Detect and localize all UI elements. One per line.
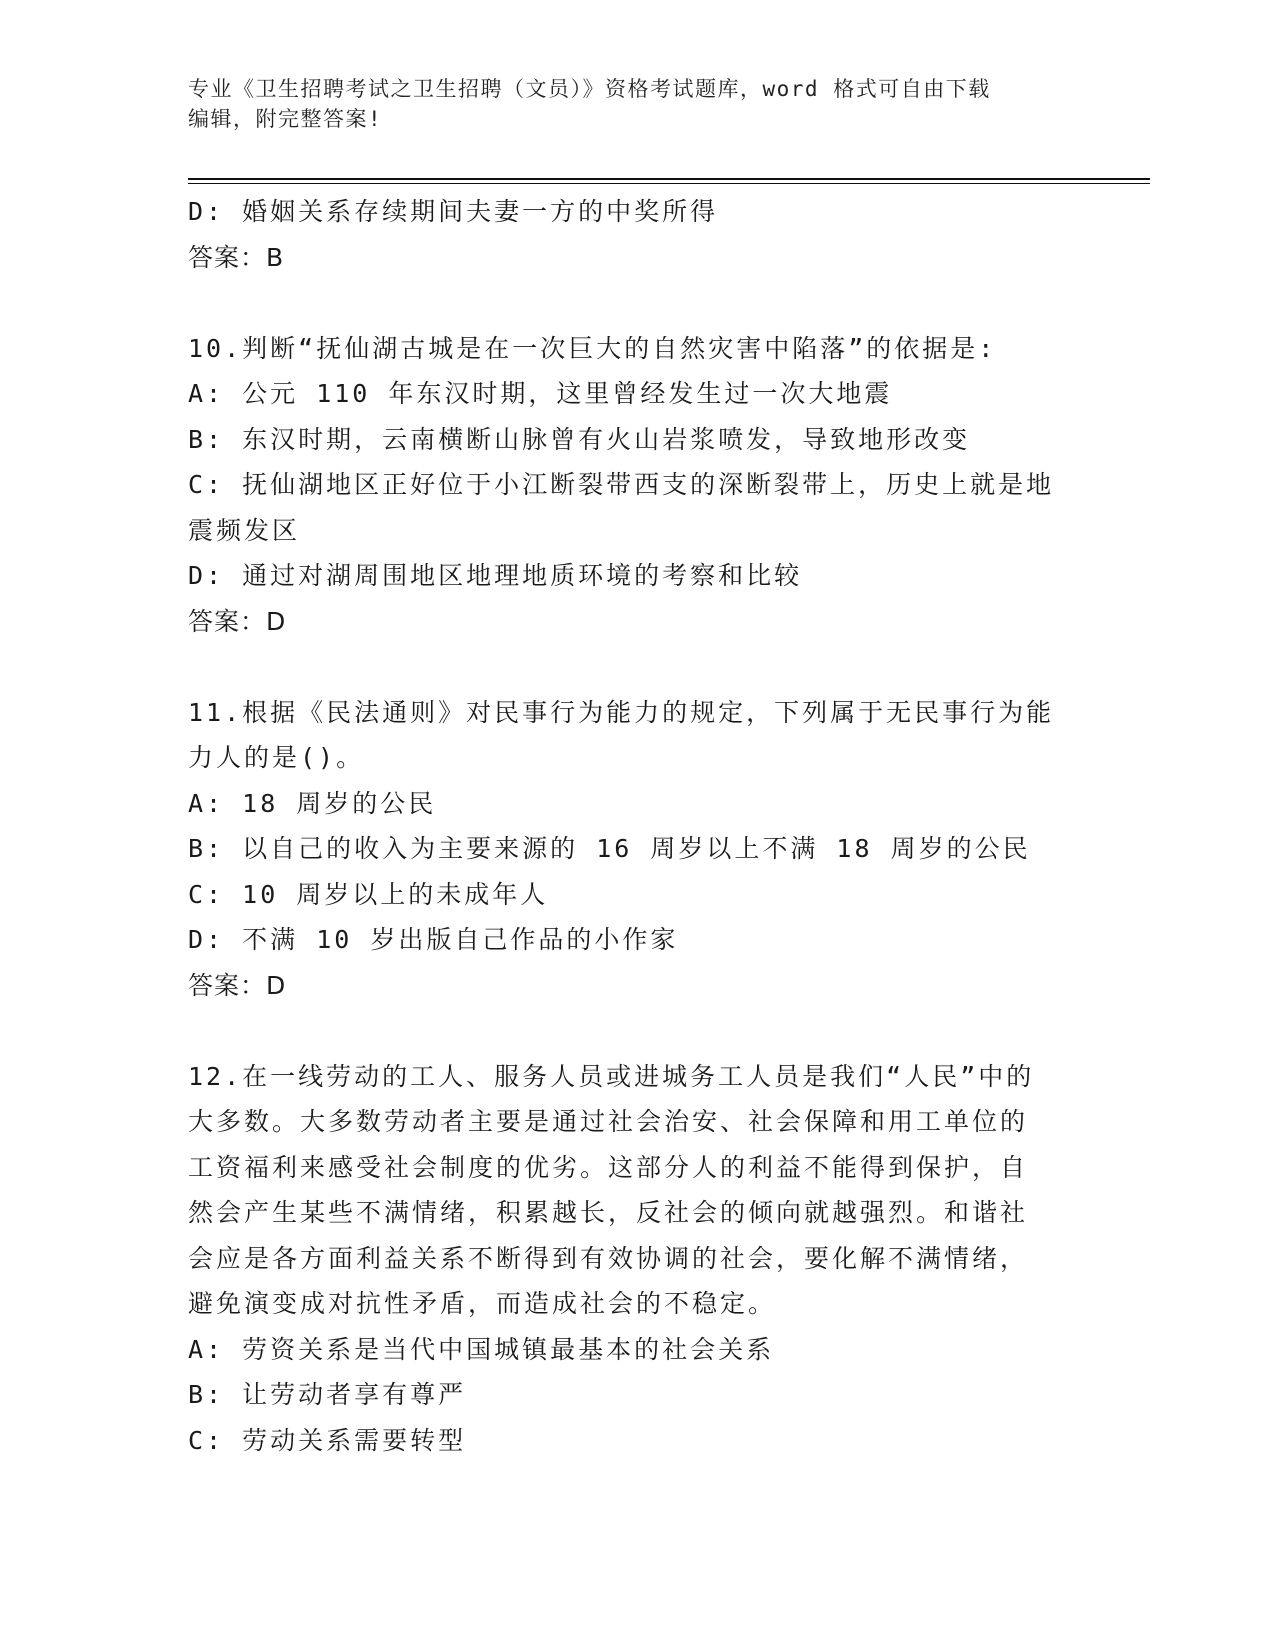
- q11-option-d: D: 不满 10 岁出版自己作品的小作家: [188, 925, 679, 954]
- q11-stem-line-2: 力人的是()。: [188, 743, 365, 772]
- q12-option-c: C: 劳动关系需要转型: [188, 1425, 467, 1455]
- q9-option-d: D: 婚姻关系存续期间夫妻一方的中奖所得: [188, 197, 719, 226]
- q12-option-b: B: 让劳动者享有尊严: [188, 1380, 467, 1409]
- spacer: [188, 644, 1088, 690]
- spacer: [188, 280, 1088, 326]
- q12-option-a: A: 劳资关系是当代中国城镇最基本的社会关系: [188, 1334, 775, 1364]
- q11-option-a: A: 18 周岁的公民: [188, 788, 437, 818]
- q10-stem-line: 10.判断“抚仙湖古城是在一次巨大的自然灾害中陷落”的依据是:: [188, 333, 997, 363]
- q10-answer: 答案：D: [188, 606, 287, 636]
- q12-stem-line-2: 大多数。大多数劳动者主要是通过社会治安、社会保障和用工单位的: [188, 1107, 1029, 1136]
- spacer: [188, 1008, 1088, 1054]
- question-9-tail: [188, 189, 1088, 280]
- question-content: [188, 189, 1088, 1463]
- page-header: [188, 74, 1088, 134]
- q10-option-a: A: 公元 110 年东汉时期，这里曾经发生过一次大地震: [188, 379, 893, 408]
- q10-option-c-line-1: C: 抚仙湖地区正好位于小江断裂带西支的深断裂带上，历史上就是地: [188, 470, 1055, 499]
- q12-stem-line-5: 会应是各方面利益关系不断得到有效协调的社会，要化解不满情绪，: [188, 1243, 1029, 1273]
- q11-option-c: C: 10 周岁以上的未成年人: [188, 879, 549, 909]
- question-12: [188, 1054, 1088, 1464]
- q10-option-c-line-2: 震频发区: [188, 515, 301, 545]
- question-10: [188, 326, 1088, 645]
- q12-stem-line-4: 然会产生某些不满情绪，积累越长，反社会的倾向就越强烈。和谐社: [188, 1198, 1029, 1227]
- question-11: [188, 690, 1088, 1009]
- q11-answer: 答案：D: [188, 970, 287, 1000]
- header-divider: [188, 178, 1150, 180]
- q10-option-d: D: 通过对湖周围地区地理地质环境的考察和比较: [188, 561, 803, 590]
- q9-answer: 答案：B: [188, 242, 285, 272]
- header-line-1: 专业《卫生招聘考试之卫生招聘（文员）》资格考试题库，word 格式可自由下载: [188, 77, 991, 101]
- q12-stem-line-3: 工资福利来感受社会制度的优劣。这部分人的利益不能得到保护，自: [188, 1152, 1029, 1182]
- q10-option-b: B: 东汉时期，云南横断山脉曾有火山岩浆喷发，导致地形改变: [188, 424, 971, 454]
- q11-stem-line-1: 11.根据《民法通则》对民事行为能力的规定，下列属于无民事行为能: [188, 697, 1055, 727]
- header-line-2: 编辑，附完整答案!: [188, 107, 383, 131]
- q11-option-b: B: 以自己的收入为主要来源的 16 周岁以上不满 18 周岁的公民: [188, 834, 1031, 863]
- header-divider-thin: [188, 183, 1150, 184]
- q12-stem-line-1: 12.在一线劳动的工人、服务人员或进城务工人员是我们“人民”中的: [188, 1061, 1035, 1091]
- q12-stem-line-6: 避免演变成对抗性矛盾，而造成社会的不稳定。: [188, 1289, 777, 1318]
